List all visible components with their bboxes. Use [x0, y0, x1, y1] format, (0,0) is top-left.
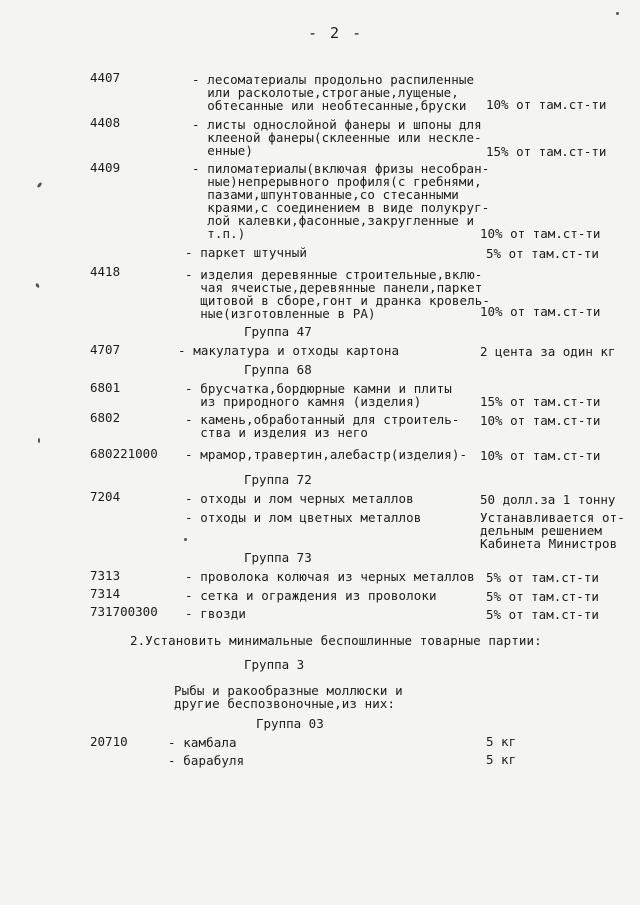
- entry-code: 7204: [90, 489, 121, 504]
- entry-code: 6802: [90, 410, 121, 425]
- entry-description: - отходы и лом черных металлов: [185, 491, 414, 506]
- entry-quantity: 5 кг: [486, 734, 517, 749]
- entry-code: 6801: [90, 380, 121, 395]
- entry-rate: 5% от там.ст-ти: [486, 246, 599, 261]
- scan-speck: [184, 538, 187, 541]
- entry-code: 20710: [90, 734, 128, 749]
- group-heading: Группа 73: [244, 550, 312, 565]
- entry-rate: 10% от там.ст-ти: [480, 304, 601, 319]
- entry-code: 731700300: [90, 604, 158, 619]
- entry-description: - пиломатериалы(включая фризы несобран- ные)непрерывного профиля(с гребнями, пазами,шпунтованные,со стесанными краями,с соединением в виде полукруг- лой калевки,фасонные,закругленные и т.п.): [192, 161, 490, 241]
- entry-rate: Устанавливается от- дельным решением Кабинета Министров: [480, 510, 625, 551]
- entry-rate: 15% от там.ст-ти: [480, 394, 601, 409]
- entry-code: 7314: [90, 586, 121, 601]
- entry-description: - камень,обработанный для строитель- ства и изделия из него: [185, 412, 460, 440]
- scan-speck: [38, 438, 40, 443]
- entry-description: - брусчатка,бордюрные камни и плиты из природного камня (изделия): [185, 381, 452, 409]
- entry-description: - отходы и лом цветных металлов: [185, 510, 422, 525]
- page-number: - 2 -: [308, 24, 364, 42]
- entry-description: - лесоматериалы продольно распиленные или расколотые,строганые,лущеные, обтесанные или необтесанные,бруски: [192, 72, 475, 113]
- entry-description: - гвозди: [185, 606, 247, 621]
- scan-speck: [616, 12, 619, 15]
- group-heading: Группа 3: [244, 657, 305, 672]
- entry-rate: 5% от там.ст-ти: [486, 570, 599, 585]
- entry-rate: 2 цента за один кг: [480, 344, 616, 359]
- scan-speck: [35, 283, 40, 289]
- group-heading: Группа 47: [244, 324, 312, 339]
- entry-code: 4418: [90, 264, 121, 279]
- entry-description: - проволока колючая из черных металлов: [185, 569, 475, 584]
- entry-description: - паркет штучный: [185, 245, 308, 260]
- entry-rate: 5% от там.ст-ти: [486, 607, 599, 622]
- entry-rate: 10% от там.ст-ти: [480, 413, 601, 428]
- scan-speck: [36, 182, 42, 189]
- entry-description: - листы однослойной фанеры и шпоны для клееной фанеры(склеенные или нескле- енные): [192, 117, 482, 158]
- entry-rate: 10% от там.ст-ти: [486, 97, 607, 112]
- entry-rate: 50 долл.за 1 тонну: [480, 492, 616, 507]
- group-heading: Группа 03: [256, 716, 324, 731]
- entry-description: - барабуля: [168, 753, 245, 768]
- entry-rate: 10% от там.ст-ти: [480, 226, 601, 241]
- section-heading: 2.Установить минимальные беспошлинные товарные партии:: [130, 633, 542, 648]
- entry-code: 680221000: [90, 446, 158, 461]
- entry-rate: 5% от там.ст-ти: [486, 589, 599, 604]
- entry-description: - изделия деревянные строительные,вклю- чая ячеистые,деревянные панели,паркет щитовой в сборе,гонт и дранка кровель- ные(изготовленные в РА): [185, 267, 491, 321]
- entry-code: 4408: [90, 115, 121, 130]
- entry-code: 7313: [90, 568, 121, 583]
- entry-description: - мрамор,травертин,алебастр(изделия)-: [185, 447, 468, 462]
- group-subheading: Рыбы и ракообразные моллюски и другие беспозвоночные,из них:: [174, 683, 403, 711]
- group-heading: Группа 68: [244, 362, 312, 377]
- entry-rate: 15% от там.ст-ти: [486, 144, 607, 159]
- entry-code: 4707: [90, 342, 121, 357]
- entry-description: - сетка и ограждения из проволоки: [185, 588, 437, 603]
- entry-description: - камбала: [168, 735, 237, 750]
- entry-quantity: 5 кг: [486, 752, 517, 767]
- entry-description: - макулатура и отходы картона: [178, 343, 400, 358]
- entry-code: 4409: [90, 160, 121, 175]
- entry-code: 4407: [90, 70, 121, 85]
- group-heading: Группа 72: [244, 472, 312, 487]
- entry-rate: 10% от там.ст-ти: [480, 448, 601, 463]
